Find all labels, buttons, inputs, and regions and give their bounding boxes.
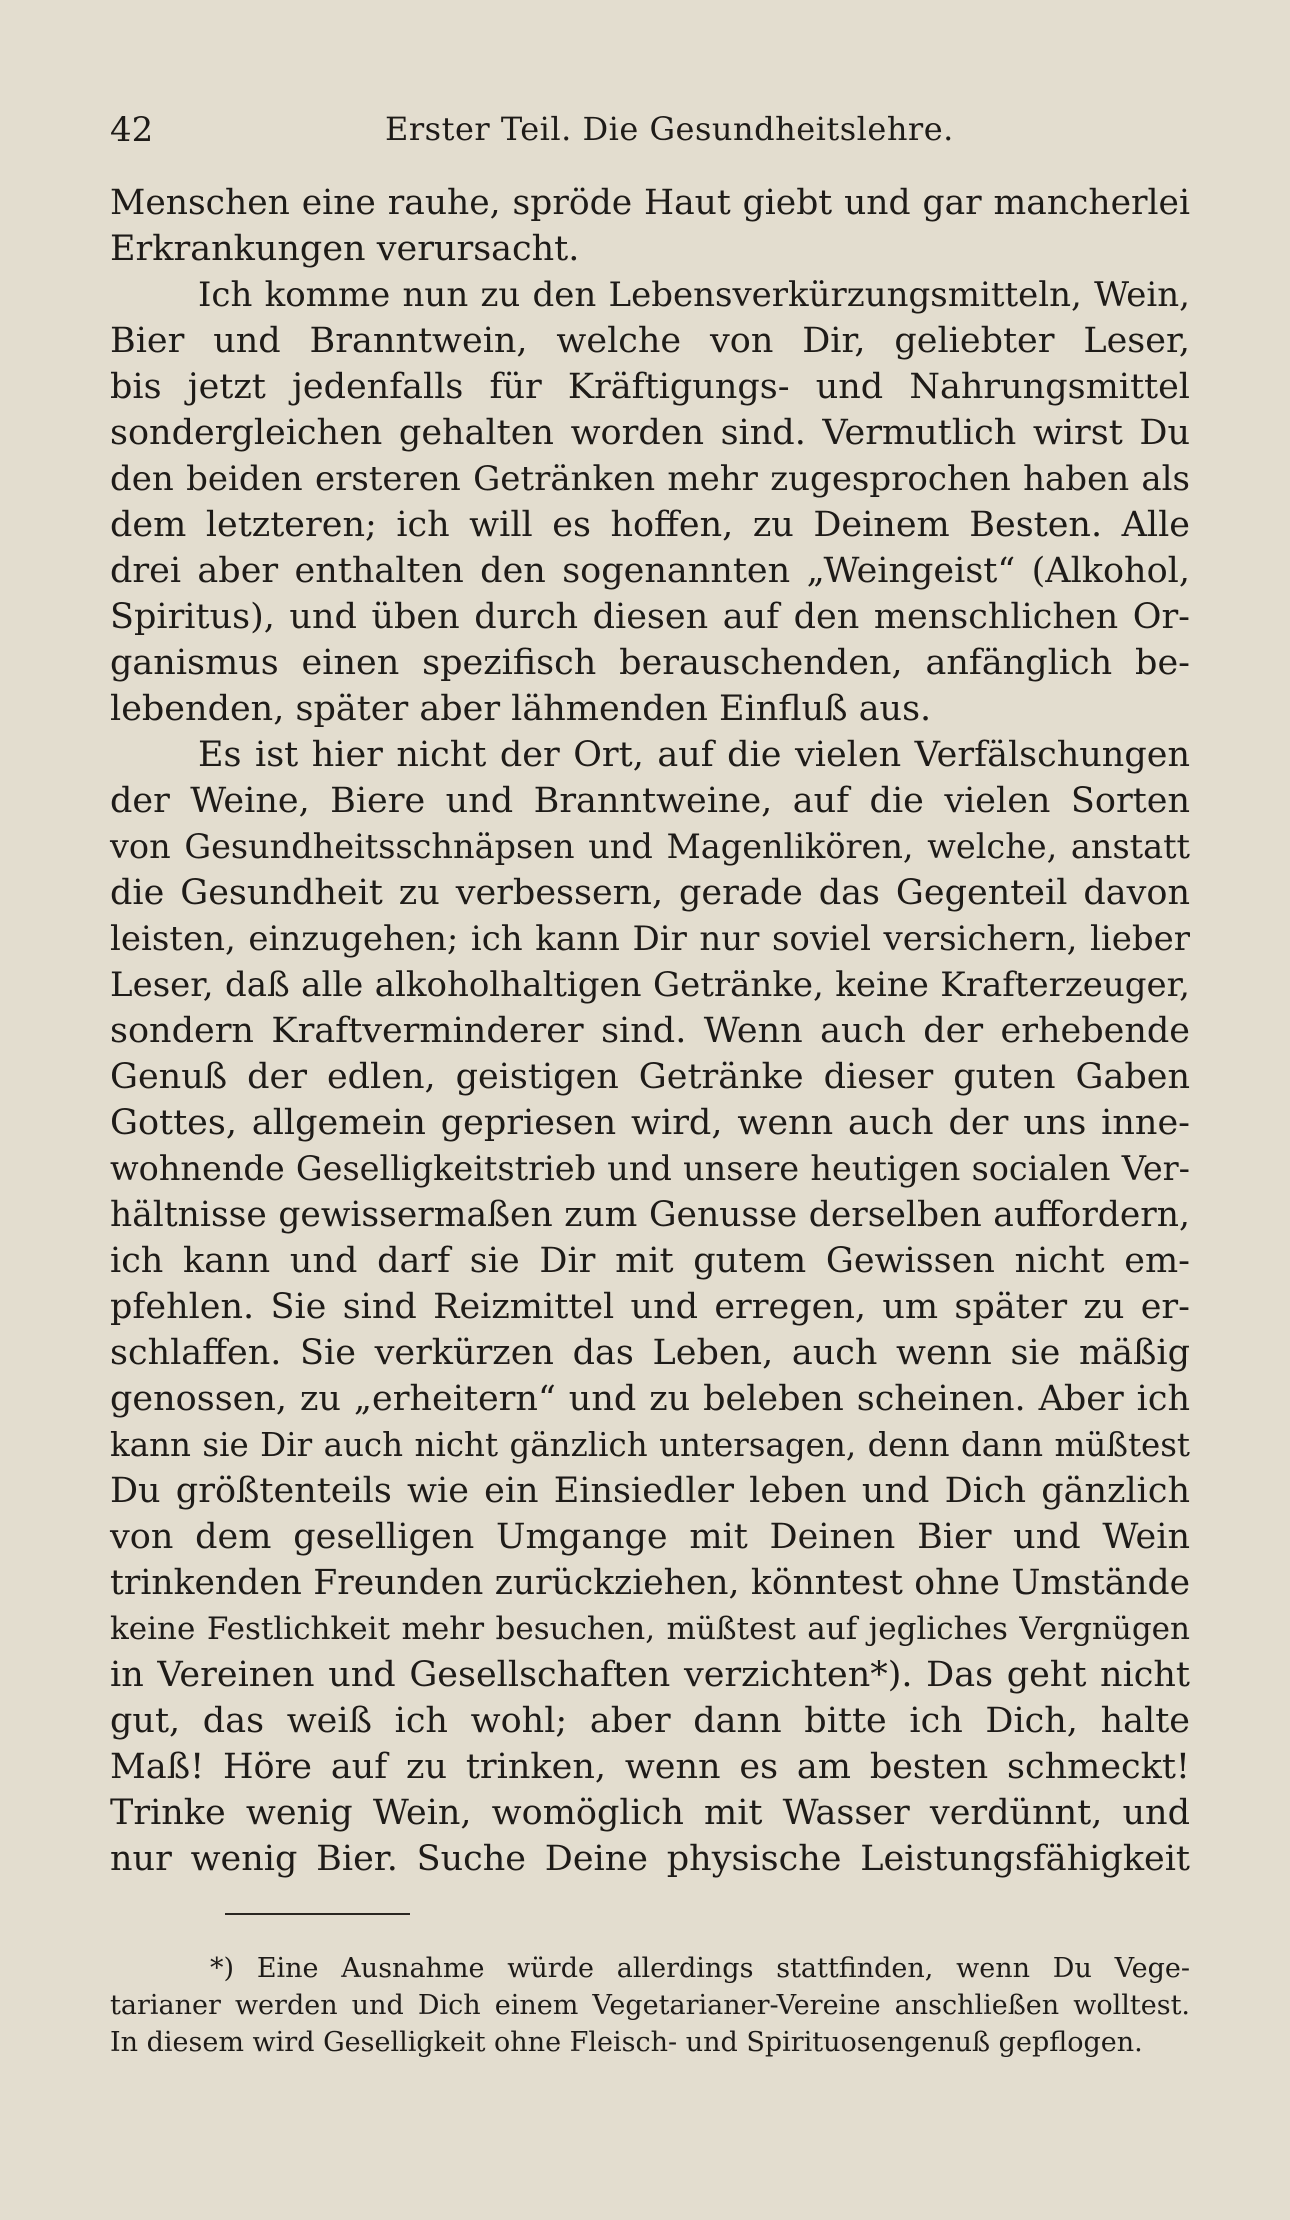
text-line: genossen, zu „erheitern“ und zu beleben scheinen. Aber ich (110, 1379, 1190, 1419)
footnote-line: *) Eine Ausnahme würde allerdings stattfinden, wenn Du Vege- (210, 1953, 1190, 1984)
text-line: leisten, einzugehen; ich kann Dir nur soviel versichern, lieber (110, 919, 1190, 959)
text-line: Ich komme nun zu den Lebensverkürzungsmitteln, Wein, (198, 275, 1190, 315)
text-line: ich kann und darf sie Dir mit gutem Gewissen nicht em- (110, 1241, 1190, 1281)
footnote-line: In diesem wird Geselligkeit ohne Fleisch- und Spirituosengenuß gepflogen. (110, 2027, 1143, 2058)
page-header (110, 110, 1190, 160)
text-line: sondern Kraftverminderer sind. Wenn auch der erhebende (110, 1011, 1190, 1051)
text-line: den beiden ersteren Getränken mehr zugesprochen haben als (110, 459, 1190, 499)
text-line: nur wenig Bier. Suche Deine physische Leistungsfähigkeit (110, 1839, 1190, 1879)
text-line: der Weine, Biere und Branntweine, auf die vielen Sorten (110, 781, 1190, 821)
text-line: schlaffen. Sie verkürzen das Leben, auch wenn sie mäßig (110, 1333, 1190, 1373)
text-line: Spiritus), und üben durch diesen auf den menschlichen Or- (110, 597, 1190, 637)
text-line: wohnende Geselligkeitstrieb und unsere heutigen socialen Ver- (110, 1149, 1190, 1188)
text-line: Menschen eine rauhe, spröde Haut giebt und gar mancherlei (110, 183, 1190, 223)
text-line: ganismus einen spezifisch berauschenden, anfänglich be- (110, 643, 1190, 683)
text-line: Trinke wenig Wein, womöglich mit Wasser verdünnt, und (110, 1793, 1190, 1833)
footnote (110, 1950, 1190, 2061)
text-line: hältnisse gewissermaßen zum Genusse derselben auffordern, (110, 1195, 1190, 1235)
footnote-line: tarianer werden und Dich einem Vegetarianer-Vereine anschließen wolltest. (110, 1990, 1190, 2021)
text-line: Bier und Branntwein, welche von Dir, geliebter Leser, (110, 321, 1190, 361)
text-line: trinkenden Freunden zurückziehen, könntest ohne Umstände (110, 1563, 1190, 1603)
text-line: die Gesundheit zu verbessern, gerade das Gegenteil davon (110, 873, 1190, 913)
text-line: Du größtenteils wie ein Einsiedler leben und Dich gänzlich (110, 1471, 1190, 1511)
text-line: dem letzteren; ich will es hoffen, zu Deinem Besten. Alle (110, 505, 1190, 545)
text-line: keine Festlichkeit mehr besuchen, müßtest auf jegliches Vergnügen (110, 1611, 1190, 1647)
text-line: drei aber enthalten den sogenannten „Weingeist“ (Alkohol, (110, 551, 1190, 591)
text-line: in Vereinen und Gesellschaften verzichten*). Das geht nicht (110, 1655, 1190, 1695)
body-text (110, 180, 1190, 1882)
text-line: von Gesundheitsschnäpsen und Magenlikören, welche, anstatt (110, 827, 1190, 866)
text-line: Es ist hier nicht der Ort, auf die vielen Verfälschungen (198, 735, 1190, 775)
text-line: lebenden, später aber lähmenden Einfluß aus. (110, 689, 932, 729)
text-line: Maß! Höre auf zu trinken, wenn es am besten schmeckt! (110, 1747, 1190, 1787)
text-line: gut, das weiß ich wohl; aber dann bitte ich Dich, halte (110, 1701, 1190, 1741)
text-line: Genuß der edlen, geistigen Getränke dieser guten Gaben (110, 1057, 1190, 1097)
text-line: Leser, daß alle alkoholhaltigen Getränke, keine Krafterzeuger, (110, 965, 1190, 1005)
text-line: sondergleichen gehalten worden sind. Vermutlich wirst Du (110, 413, 1190, 453)
text-line: Erkrankungen verursacht. (110, 229, 580, 269)
text-line: Gottes, allgemein gepriesen wird, wenn auch der uns inne- (110, 1103, 1190, 1143)
footnote-divider (225, 1913, 410, 1915)
text-line: bis jetzt jedenfalls für Kräftigungs- und Nahrungsmittel (110, 367, 1190, 407)
page-number: 42 (110, 110, 154, 150)
text-line: kann sie Dir auch nicht gänzlich untersagen, denn dann müßtest (110, 1426, 1190, 1464)
text-line: pfehlen. Sie sind Reizmittel und erregen, um später zu er- (110, 1287, 1190, 1327)
text-line: von dem geselligen Umgange mit Deinen Bier und Wein (110, 1517, 1190, 1557)
running-head: Erster Teil. Die Gesundheitslehre. (385, 110, 954, 148)
